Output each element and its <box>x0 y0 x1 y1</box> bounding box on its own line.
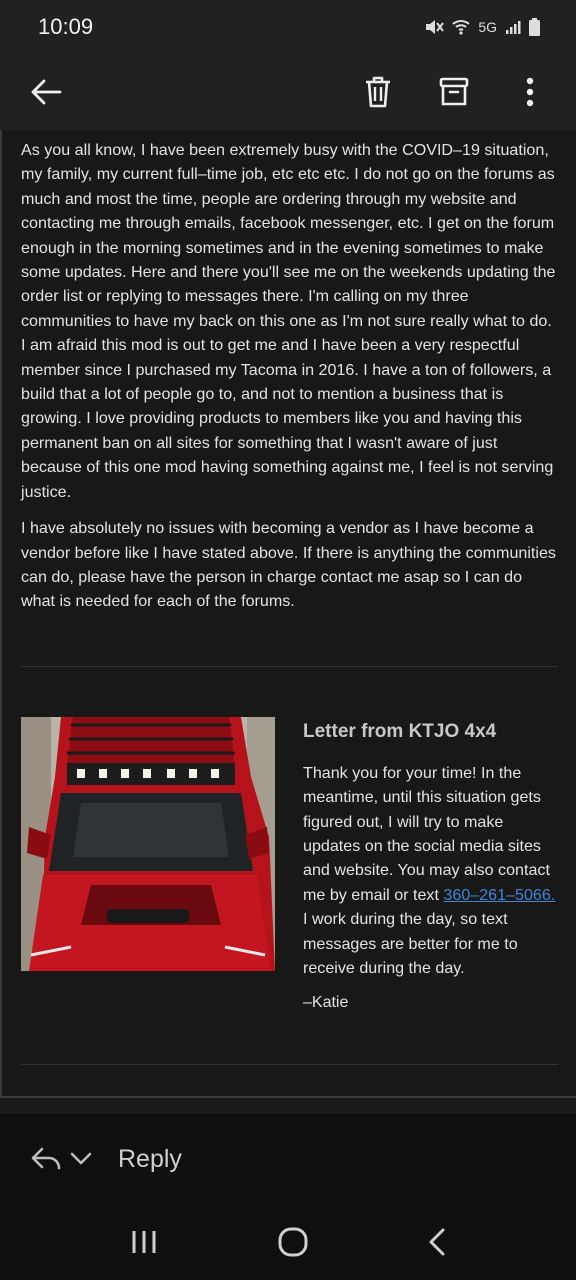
network-type: 5G <box>478 19 497 35</box>
trash-icon <box>364 76 392 108</box>
letter-body <box>303 761 558 981</box>
truck-image <box>21 717 275 971</box>
arrow-left-icon <box>30 78 62 106</box>
home-icon[interactable] <box>278 1227 308 1257</box>
more-vertical-icon <box>525 77 535 107</box>
recent-apps-icon[interactable] <box>130 1229 158 1255</box>
message-paragraph-2: I have absolutely no issues with becoming a vendor as I have become a vendor before like I have stated above. If there is anything the communities can do, please have the person in charge contact me asap so I can do what is needed for each of the forums. <box>21 519 556 611</box>
archive-button[interactable] <box>432 70 476 114</box>
content-bottom-border <box>0 1096 576 1098</box>
battery-icon <box>529 18 540 36</box>
status-icons <box>424 18 540 36</box>
delete-button[interactable] <box>356 70 400 114</box>
letter-body-text: Thank you for your time! In the meantime, until this situation gets figured out, I will try to make updates on the social media sites and website. You may also contact me by email or text <box>303 763 550 904</box>
letter-signature: –Katie <box>303 994 349 1012</box>
reply-button[interactable]: Reply <box>118 1144 182 1173</box>
archive-icon <box>439 77 469 107</box>
wifi-icon <box>452 18 470 36</box>
more-options-button[interactable] <box>508 70 552 114</box>
letter-body-text-end: I work during the day, so text messages are better for me to receive during the day. <box>303 910 518 977</box>
reply-bar <box>0 1114 576 1204</box>
system-navigation-bar <box>0 1204 576 1280</box>
chevron-down-icon[interactable] <box>70 1152 92 1166</box>
back-button[interactable] <box>24 70 68 114</box>
letter-title: Letter from KTJO 4x4 <box>303 720 497 742</box>
letter-text <box>303 715 558 1013</box>
status-bar <box>0 0 576 54</box>
message-paragraph-1: As you all know, I have been extremely busy with the COVID–19 situation, my family, my current full–time job, etc etc etc. I do not go on the forums as much and most the time, people are ordering through my website and contacting me through emails, facebook messenger, etc. I get on the forum enough in the morning sometimes and in the evening sometimes to make some updates. Here and there you'll see me on the weekends updating the order list or replying to messages there. I'm calling on my three communities to have my back on this one as I'm not sure really what to do. I am afraid this mod is out to get me and I have been a very respectful member since I purchased my Tacoma in 2016. I have a ton of followers, a build that a lot of people go to, and not to mention a business that is growing. I love providing products to members like you and having this permanent ban on all sites for something that I wasn't aware of just because of this one mod having something against me, I feel is not serving justice. <box>21 141 556 501</box>
bottom-divider <box>21 1064 558 1065</box>
reply-icon[interactable] <box>30 1146 62 1172</box>
clock: 10:09 <box>38 14 94 39</box>
message-body[interactable] <box>0 130 576 1096</box>
phone-link[interactable]: 360–261–5066. <box>443 885 556 904</box>
section-divider <box>21 666 558 667</box>
letter-section <box>21 715 558 1013</box>
top-app-bar <box>0 54 576 130</box>
back-nav-icon[interactable] <box>428 1228 446 1256</box>
mute-icon <box>424 18 444 36</box>
signal-icon <box>505 19 521 35</box>
